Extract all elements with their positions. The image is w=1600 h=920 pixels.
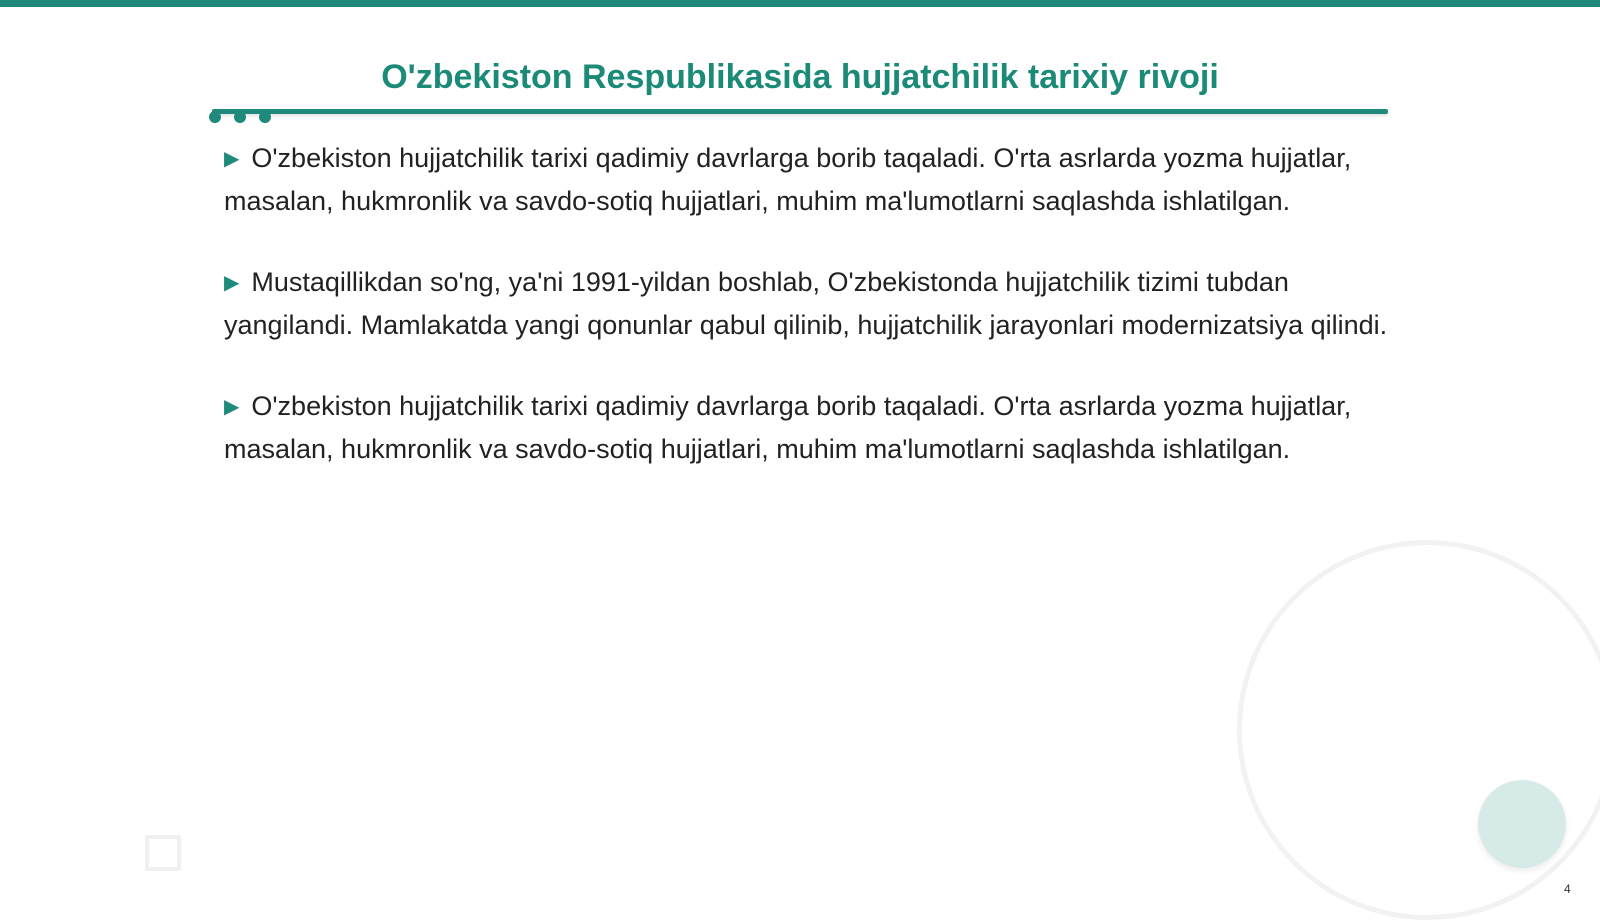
title-underline	[212, 109, 1388, 114]
bullet-text: O'zbekiston hujjatchilik tarixi qadimiy davrlarga borib taqaladi. O'rta asrlarda yozma hujjatlar, masalan, hukmronlik va savdo-sotiq hujjatlari, muhim ma'lumotlarni saqlashda ishlatilgan.	[224, 143, 1352, 216]
slide-content	[224, 138, 1392, 510]
bullet-text: O'zbekiston hujjatchilik tarixi qadimiy davrlarga borib taqaladi. O'rta asrlarda yozma hujjatlar, masalan, hukmronlik va savdo-sotiq hujjatlari, muhim ma'lumotlarni saqlashda ishlatilgan.	[224, 391, 1352, 464]
underline-dot	[259, 111, 271, 123]
decorative-square	[145, 835, 181, 871]
decorative-ring	[1237, 540, 1600, 920]
triangle-right-icon: ▶	[224, 148, 240, 170]
underline-dot	[234, 111, 246, 123]
triangle-right-icon: ▶	[224, 396, 240, 418]
bullet-text: Mustaqillikdan so'ng, ya'ni 1991-yildan boshlab, O'zbekistonda hujjatchilik tizimi tubdan yangilandi. Mamlakatda yangi qonunlar qabul qilinib, hujjatchilik jarayonlari modernizatsiya qilindi.	[224, 267, 1388, 340]
triangle-right-icon: ▶	[224, 272, 240, 294]
underline-dot	[209, 111, 221, 123]
bullet-item	[224, 262, 1392, 345]
top-accent-bar	[0, 0, 1600, 7]
bullet-item	[224, 138, 1392, 221]
page-number: 4	[1564, 882, 1571, 896]
bullet-item	[224, 386, 1392, 469]
decorative-dot	[1478, 780, 1566, 868]
slide-title: O'zbekiston Respublikasida hujjatchilik tarixiy rivoji	[381, 58, 1219, 96]
